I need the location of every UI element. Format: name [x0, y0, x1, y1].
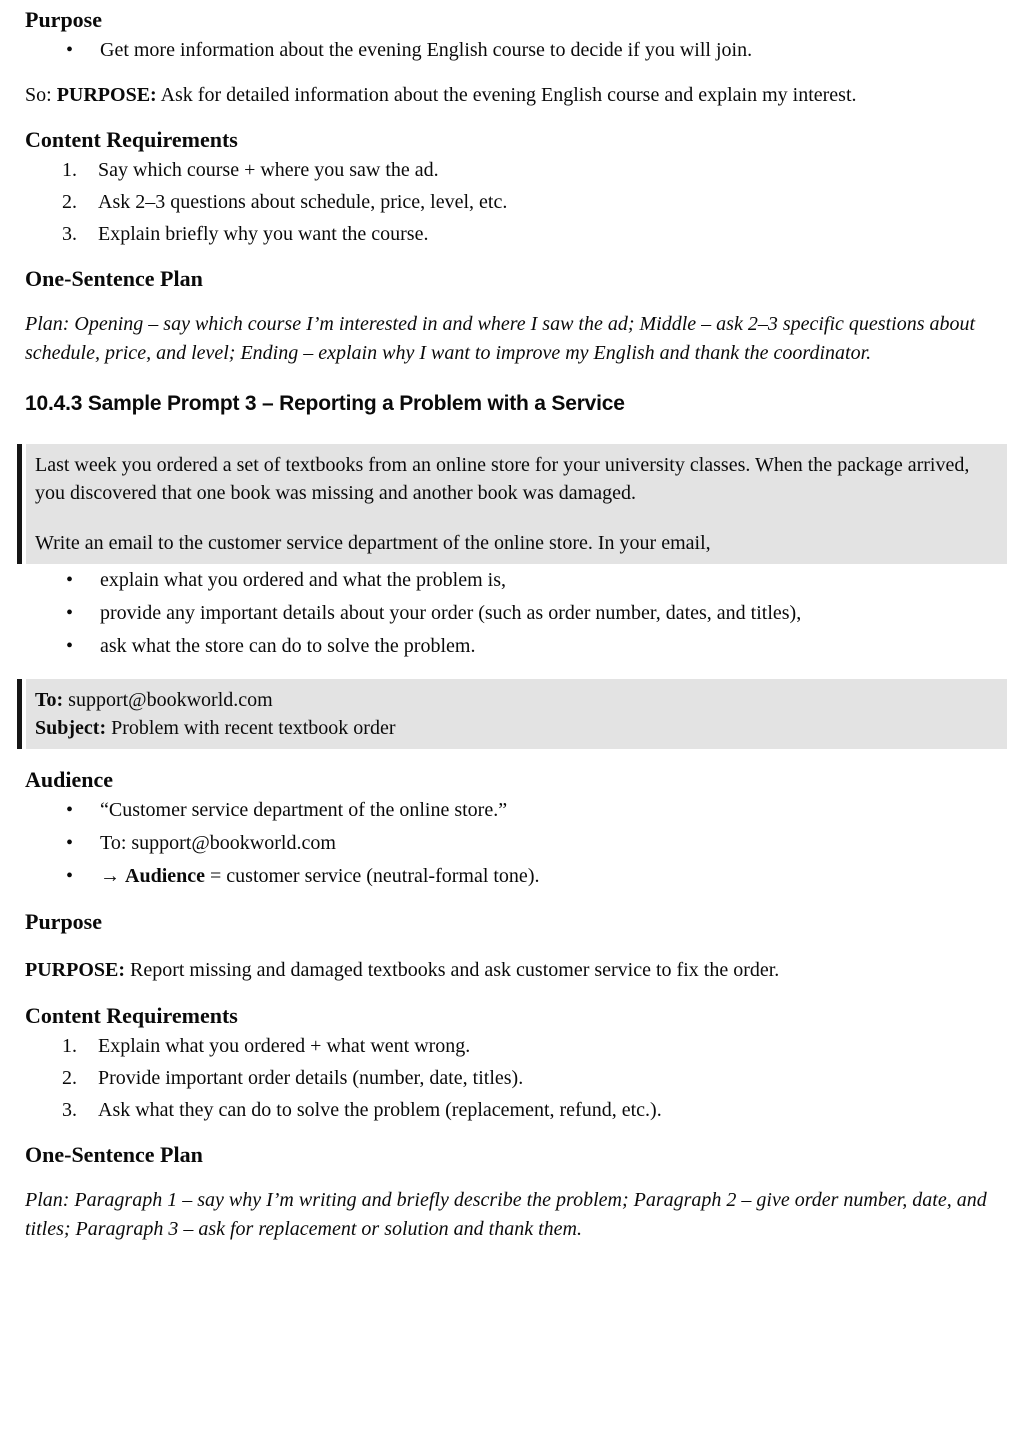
email-subject-line — [35, 714, 997, 742]
content-requirements-list-2 — [25, 1030, 1007, 1126]
audience-bullet-list — [25, 794, 1007, 893]
list-item: • Get more information about the evening English course to decide if you will join. — [25, 34, 1007, 67]
list-item: Explain what you ordered + what went wrong. — [98, 1035, 471, 1057]
purpose-line-2 — [25, 956, 1007, 985]
list-item: Say which course + where you saw the ad. — [98, 159, 439, 181]
email-header-callout-inner — [26, 679, 1007, 749]
list-item: Provide important order details (number, date, titles). — [98, 1067, 524, 1089]
purpose-label-2: PURPOSE: — [25, 959, 125, 981]
subject-value: Problem with recent textbook order — [106, 717, 396, 739]
list-item: • provide any important details about your order (such as order number, dates, and titles), — [25, 597, 1007, 630]
purpose-heading-2: Purpose — [25, 909, 102, 934]
purpose-heading-1: Purpose — [25, 7, 102, 32]
list-item: • “Customer service department of the online store.” — [25, 794, 1007, 827]
list-item: • ask what the store can do to solve the problem. — [25, 630, 1007, 663]
list-item: Ask 2–3 questions about schedule, price, level, etc. — [98, 191, 508, 213]
list-item: • explain what you ordered and what the problem is, — [25, 564, 1007, 597]
purpose-text-2: Report missing and damaged textbooks and ask customer service to fix the order. — [125, 959, 780, 981]
email-task-bullet-list — [25, 564, 1007, 663]
content-requirements-list-1 — [25, 154, 1007, 250]
prompt-callout-inner — [26, 444, 1007, 564]
purpose-label: PURPOSE: — [56, 84, 157, 106]
list-item: • To: support@bookworld.com — [25, 827, 1007, 860]
plan-paragraph-2: Plan: Paragraph 1 – say why I’m writing and briefly describe the problem; Paragraph 2 – give order number, date, and titles; Paragraph 3 – ask for replacement or solution and thank them. — [25, 1189, 987, 1240]
one-sentence-plan-heading-2: One-Sentence Plan — [25, 1142, 203, 1167]
prompt-paragraph-1: Last week you ordered a set of textbooks from an online store for your university classes. When the package arrived, you discovered that one book was missing and another book was damaged. — [35, 454, 970, 504]
to-label: To: — [35, 689, 64, 711]
content-requirements-heading-1: Content Requirements — [25, 127, 238, 152]
to-value: support@bookworld.com — [63, 689, 273, 711]
email-header-callout-block — [17, 679, 1007, 749]
so-purpose-line — [25, 81, 1007, 110]
audience-bold-word: Audience — [125, 865, 205, 887]
plan-paragraph-1: Plan: Opening – say which course I’m interested in and where I saw the ad; Middle – ask 2–3 specific questions about schedule, price, and level; Ending – explain why I want to improve my English and thank the coordinator. — [25, 313, 976, 364]
email-to-line — [35, 686, 997, 714]
content-requirements-heading-2: Content Requirements — [25, 1003, 238, 1028]
so-text: Ask for detailed information about the evening English course and explain my interest. — [156, 84, 857, 106]
arrow-glyph: → — [100, 865, 125, 887]
section-heading: 10.4.3 Sample Prompt 3 – Reporting a Problem with a Service — [25, 392, 625, 415]
so-prefix: So: — [25, 84, 57, 106]
subject-label: Subject: — [35, 717, 107, 739]
prompt-callout-block — [17, 444, 1007, 564]
list-item — [25, 860, 1007, 893]
list-item: Explain briefly why you want the course. — [98, 223, 429, 245]
purpose-bullet-list — [25, 34, 1007, 67]
audience-rest: = customer service (neutral-formal tone). — [205, 865, 540, 887]
audience-heading: Audience — [25, 767, 113, 792]
list-item: Ask what they can do to solve the problem (replacement, refund, etc.). — [98, 1099, 662, 1121]
one-sentence-plan-heading-1: One-Sentence Plan — [25, 266, 203, 291]
prompt-paragraph-2: Write an email to the customer service department of the online store. In your email, — [35, 532, 711, 554]
